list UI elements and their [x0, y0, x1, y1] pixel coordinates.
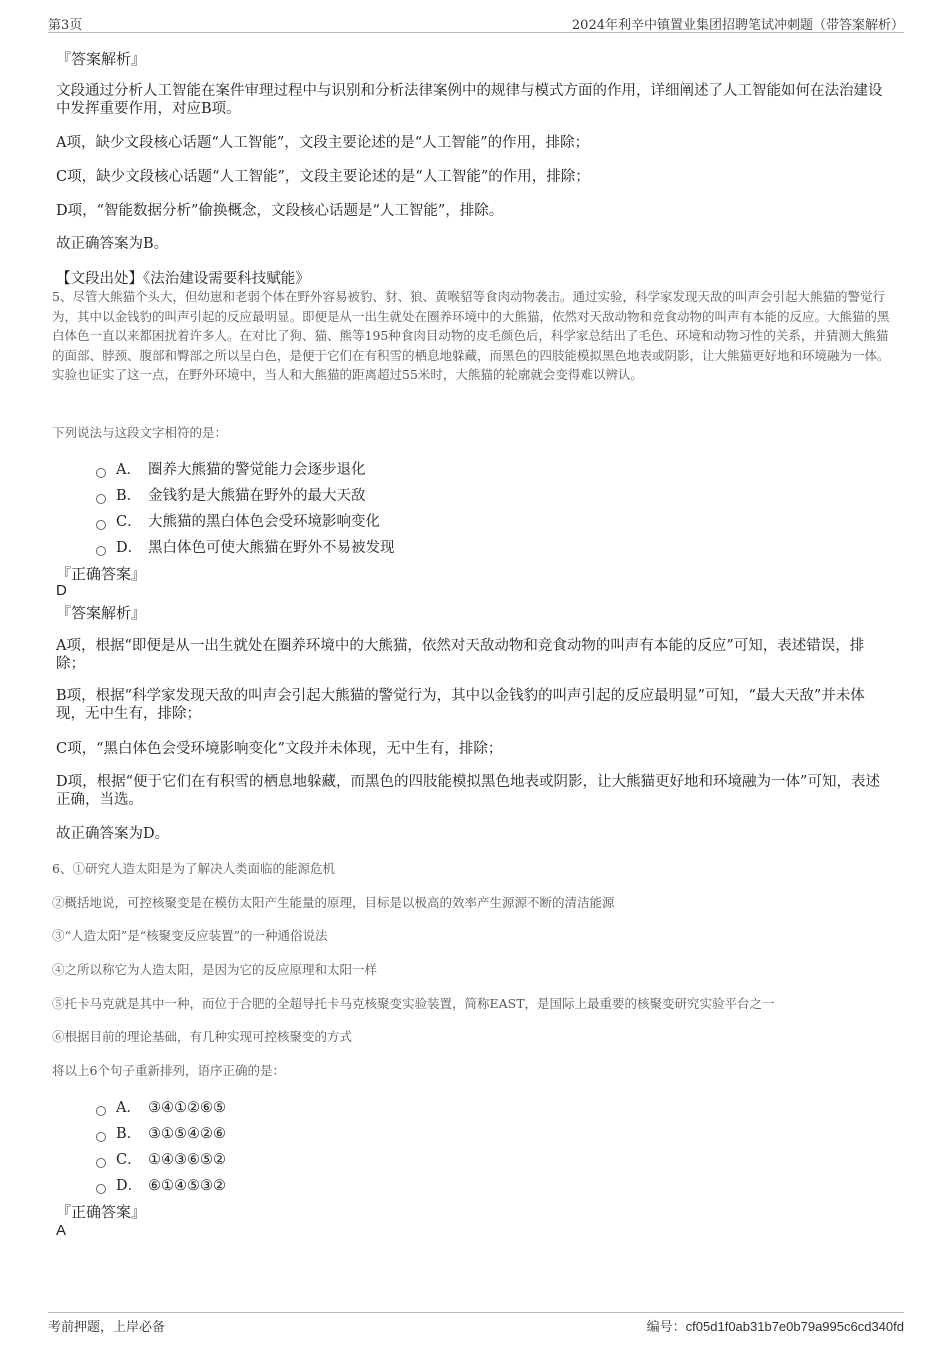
q5-conclusion: 故正确答案为D。	[56, 826, 170, 842]
q6-prompt: 将以上6个句子重新排列，语序正确的是：	[52, 1063, 285, 1078]
q6-sentence: ⑥根据目前的理论基础，有几种实现可控核聚变的方式	[52, 1029, 353, 1044]
q5-prompt: 下列说法与这段文字相符的是：	[52, 425, 228, 440]
page-header	[48, 12, 904, 33]
footer-slogan: 考前押题，上岸必备	[48, 1320, 166, 1335]
q5-option-a[interactable]: A． 圈养大熊猫的警觉能力会逐步退化	[96, 458, 366, 479]
document-title: 2024年利辛中镇置业集团招聘笔试冲刺题（带答案解析）	[571, 18, 904, 33]
radio-icon[interactable]	[96, 1106, 106, 1116]
q5-stem: 5、尽管大熊猫个头大，但幼崽和老弱个体在野外容易被豹、豺、狼、黄喉貂等食肉动物袭击。通过实验，科学家发现天敌的叫声会引起大熊猫的警觉行为，其中以金钱豹的叫声引起的反应最明显。即便是从一出生就处在圈养环境中的大熊猫，依然对天敌动物和竞食动物的叫声有本能的反应。大熊猫的黑白体色一直以来都困扰着许多人。在对比了狗、猫、熊等195种食肉目动物的皮毛颜色后，科学家总结出了毛色、环境和动物习性的关系，并猜测大熊猫的面部、脖颈、腹部和臀部之所以呈白色，是便于它们在有积雪的栖息地躲藏，而黑色的四肢能模拟黑色地表或阴影，让大熊猫更好地和环境融为一体。实验也证实了这一点，在野外环境中，当人和大熊猫的距离超过55米时，大熊猫的轮廓就会变得难以辨认。	[52, 289, 890, 382]
q6-sentence: ④之所以称它为人造太阳，是因为它的反应原理和太阳一样	[52, 962, 378, 977]
q6-answer-label: 『正确答案』	[56, 1203, 147, 1221]
q4-conclusion: 故正确答案为B。	[56, 236, 169, 252]
page-footer	[48, 1312, 904, 1333]
q5-option-b[interactable]: B． 金钱豹是大熊猫在野外的最大天敌	[96, 484, 366, 505]
q5-option-d[interactable]: D． 黑白体色可使大熊猫在野外不易被发现	[96, 536, 395, 557]
radio-icon[interactable]	[96, 1158, 106, 1168]
q6-sentence: ③“人造太阳”是“核聚变反应装置”的一种通俗说法	[52, 928, 328, 943]
page-number: 第3页	[48, 18, 83, 33]
q5-answer-label: 『正确答案』	[56, 565, 147, 583]
radio-icon[interactable]	[96, 1184, 106, 1194]
q4-analysis-para: D项，“智能数据分析”偷换概念，文段核心话题是“人工智能”，排除。	[56, 203, 504, 219]
q6-option-c[interactable]: C． ①④③⑥⑤②	[96, 1148, 226, 1169]
q6-sentence: 6、①研究人造太阳是为了解决人类面临的能源危机	[52, 861, 335, 876]
q5-analysis-para: A项，根据“即便是从一出生就处在圈养环境中的大熊猫，依然对天敌动物和竞食动物的叫声有本能的反应”可知，表述错误，排除；	[56, 638, 865, 672]
q6-option-a[interactable]: A． ③④①②⑥⑤	[96, 1096, 226, 1117]
q5-analysis-label: 『答案解析』	[56, 604, 147, 622]
q5-answer: D	[56, 582, 67, 599]
document-id: 编号：cf05d1f0ab31b7e0b79a995c6cd340fd	[646, 1319, 904, 1334]
q4-source: 【文段出处】《法治建设需要科技赋能》	[56, 271, 310, 287]
radio-icon[interactable]	[96, 546, 106, 556]
q4-analysis-para: A项，缺少文段核心话题“人工智能”，文段主要论述的是“人工智能”的作用，排除；	[56, 135, 590, 151]
q6-sentence: ②概括地说，可控核聚变是在模仿太阳产生能量的原理，目标是以极高的效率产生源源不断的清洁能源	[52, 895, 615, 910]
q5-analysis-para: D项，根据“便于它们在有积雪的栖息地躲藏，而黑色的四肢能模拟黑色地表或阴影，让大熊猫更好地和环境融为一体”可知，表述正确，当选。	[56, 774, 880, 808]
radio-icon[interactable]	[96, 494, 106, 504]
radio-icon[interactable]	[96, 468, 106, 478]
q5-analysis-para: B项，根据“科学家发现天敌的叫声会引起大熊猫的警觉行为，其中以金钱豹的叫声引起的反应最明显”可知，“最大天敌”并未体现，无中生有，排除；	[56, 688, 865, 722]
q4-analysis-para: 文段通过分析人工智能在案件审理过程中与识别和分析法律案例中的规律与模式方面的作用，详细阐述了人工智能如何在法治建设中发挥重要作用，对应B项。	[56, 83, 883, 117]
q6-sentence: ⑤托卡马克就是其中一种，而位于合肥的全超导托卡马克核聚变实验装置，简称EAST，是国际上最重要的核聚变研究实验平台之一	[52, 996, 775, 1011]
q4-analysis-para: C项，缺少文段核心话题“人工智能”，文段主要论述的是“人工智能”的作用，排除；	[56, 169, 590, 185]
q6-option-d[interactable]: D． ⑥①④⑤③②	[96, 1174, 226, 1195]
q4-analysis-label: 『答案解析』	[56, 50, 147, 68]
q5-analysis-para: C项，“黑白体色会受环境影响变化”文段并未体现，无中生有，排除；	[56, 741, 503, 757]
q5-option-c[interactable]: C． 大熊猫的黑白体色会受环境影响变化	[96, 510, 380, 531]
q6-answer: A	[56, 1222, 67, 1239]
q6-option-b[interactable]: B． ③①⑤④②⑥	[96, 1122, 226, 1143]
radio-icon[interactable]	[96, 1132, 106, 1142]
radio-icon[interactable]	[96, 520, 106, 530]
